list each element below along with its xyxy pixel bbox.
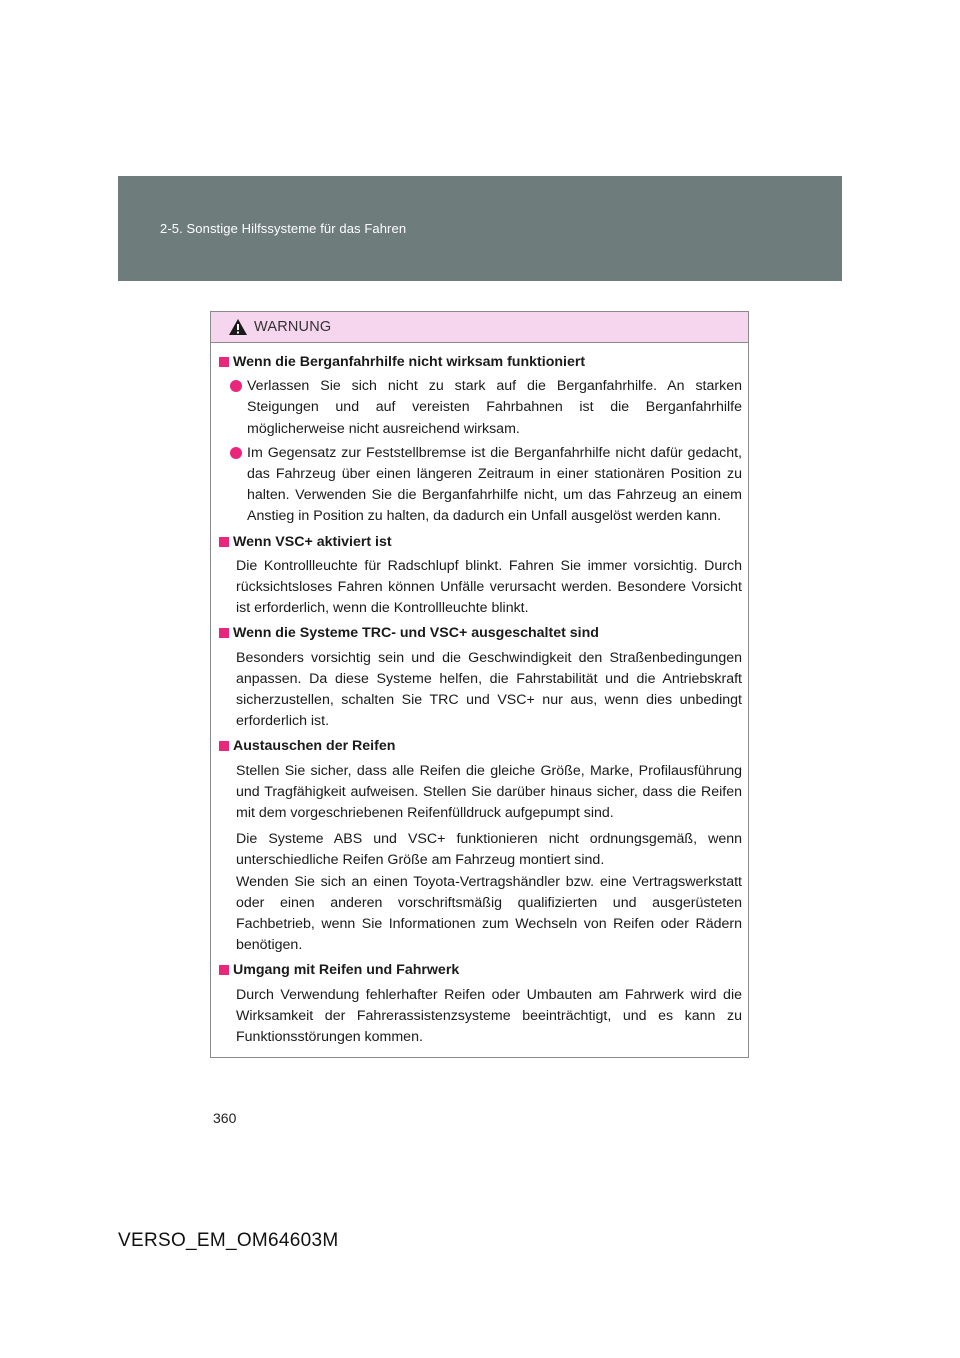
heading-umgang-reifen: Umgang mit Reifen und Fahrwerk bbox=[218, 960, 742, 981]
square-bullet-icon bbox=[219, 965, 229, 975]
heading-trc-vsc-ausgeschaltet: Wenn die Systeme TRC- und VSC+ ausgeschaltet sind bbox=[218, 623, 742, 644]
heading-vsc-aktiviert: Wenn VSC+ aktiviert ist bbox=[218, 532, 742, 553]
bullet-item: Im Gegensatz zur Feststellbremse ist die Berganfahrhilfe nicht dafür gedacht, das Fahrzeug über einen längeren Zeitraum in einer stationären Position zu halten. Verwenden Sie die Berganfahrhilfe nicht, um das Fahrzeug an einem Anstieg in Position zu halten, da dadurch ein Unfall ausgelöst werden kann. bbox=[218, 443, 742, 528]
warning-triangle-icon bbox=[228, 318, 248, 336]
square-bullet-icon bbox=[219, 741, 229, 751]
warning-box bbox=[210, 311, 749, 1058]
document-code: VERSO_EM_OM64603M bbox=[118, 1230, 339, 1251]
heading-austauschen-reifen: Austauschen der Reifen bbox=[218, 736, 742, 757]
round-bullet-icon bbox=[230, 380, 242, 392]
paragraph: Die Kontrollleuchte für Radschlupf blinkt. Fahren Sie immer vorsichtig. Durch rücksichtsloses Fahren können Unfälle verursacht werden. Besondere Vorsicht ist erforderlich, wenn die Kontrollleuchte blinkt. bbox=[236, 557, 742, 617]
square-bullet-icon bbox=[219, 537, 229, 547]
paragraph: Wenden Sie sich an einen Toyota-Vertragshändler bzw. eine Vertragswerkstatt oder einen anderen vorschriftsmäßig qualifizierten und ausgerüsteten Fachbetrieb, wenn Sie Informationen zum Wechseln von Reifen oder Rädern benötigen. bbox=[236, 873, 742, 954]
square-bullet-icon bbox=[219, 357, 229, 367]
warning-header bbox=[211, 312, 748, 343]
paragraph: Durch Verwendung fehlerhafter Reifen oder Umbauten am Fahrwerk wird die Wirksamkeit der Fahrerassistenzsysteme beeinträchtigt, und es kann zu Funktionsstörungen kommen. bbox=[236, 986, 742, 1046]
heading-berganfahrhilfe: Wenn die Berganfahrhilfe nicht wirksam funktioniert bbox=[218, 352, 742, 373]
paragraph: Die Systeme ABS und VSC+ funktionieren nicht ordnungsgemäß, wenn unterschiedliche Reifen Größe am Fahrzeug montiert sind. bbox=[236, 831, 742, 869]
section-header-band bbox=[118, 176, 842, 281]
round-bullet-icon bbox=[230, 447, 242, 459]
paragraph: Besonders vorsichtig sein und die Geschwindigkeit den Straßenbedingungen anpassen. Da diese Systeme helfen, die Fahrstabilität und die Antriebskraft sicherzustellen, schalten Sie TRC und VSC+ nur aus, wenn dies unbedingt erforderlich ist. bbox=[236, 649, 742, 730]
section-title: 2-5. Sonstige Hilfssysteme für das Fahren bbox=[160, 221, 407, 236]
page-number: 360 bbox=[213, 1110, 237, 1126]
bullet-item: Verlassen Sie sich nicht zu stark auf die Berganfahrhilfe. An starken Steigungen und auf vereisten Fahrbahnen ist die Berganfahrhilfe möglicherweise nicht ausreichend wirksam. bbox=[218, 376, 742, 440]
warning-body bbox=[211, 343, 748, 1048]
warning-title: WARNUNG bbox=[254, 319, 332, 335]
square-bullet-icon bbox=[219, 628, 229, 638]
paragraph: Stellen Sie sicher, dass alle Reifen die gleiche Größe, Marke, Profilausführung und Tragfähigkeit aufweisen. Stellen Sie darüber hinaus sicher, dass die Reifen mit dem vorgeschriebenen Reifenfülldruck aufgepumpt sind. bbox=[236, 762, 742, 822]
